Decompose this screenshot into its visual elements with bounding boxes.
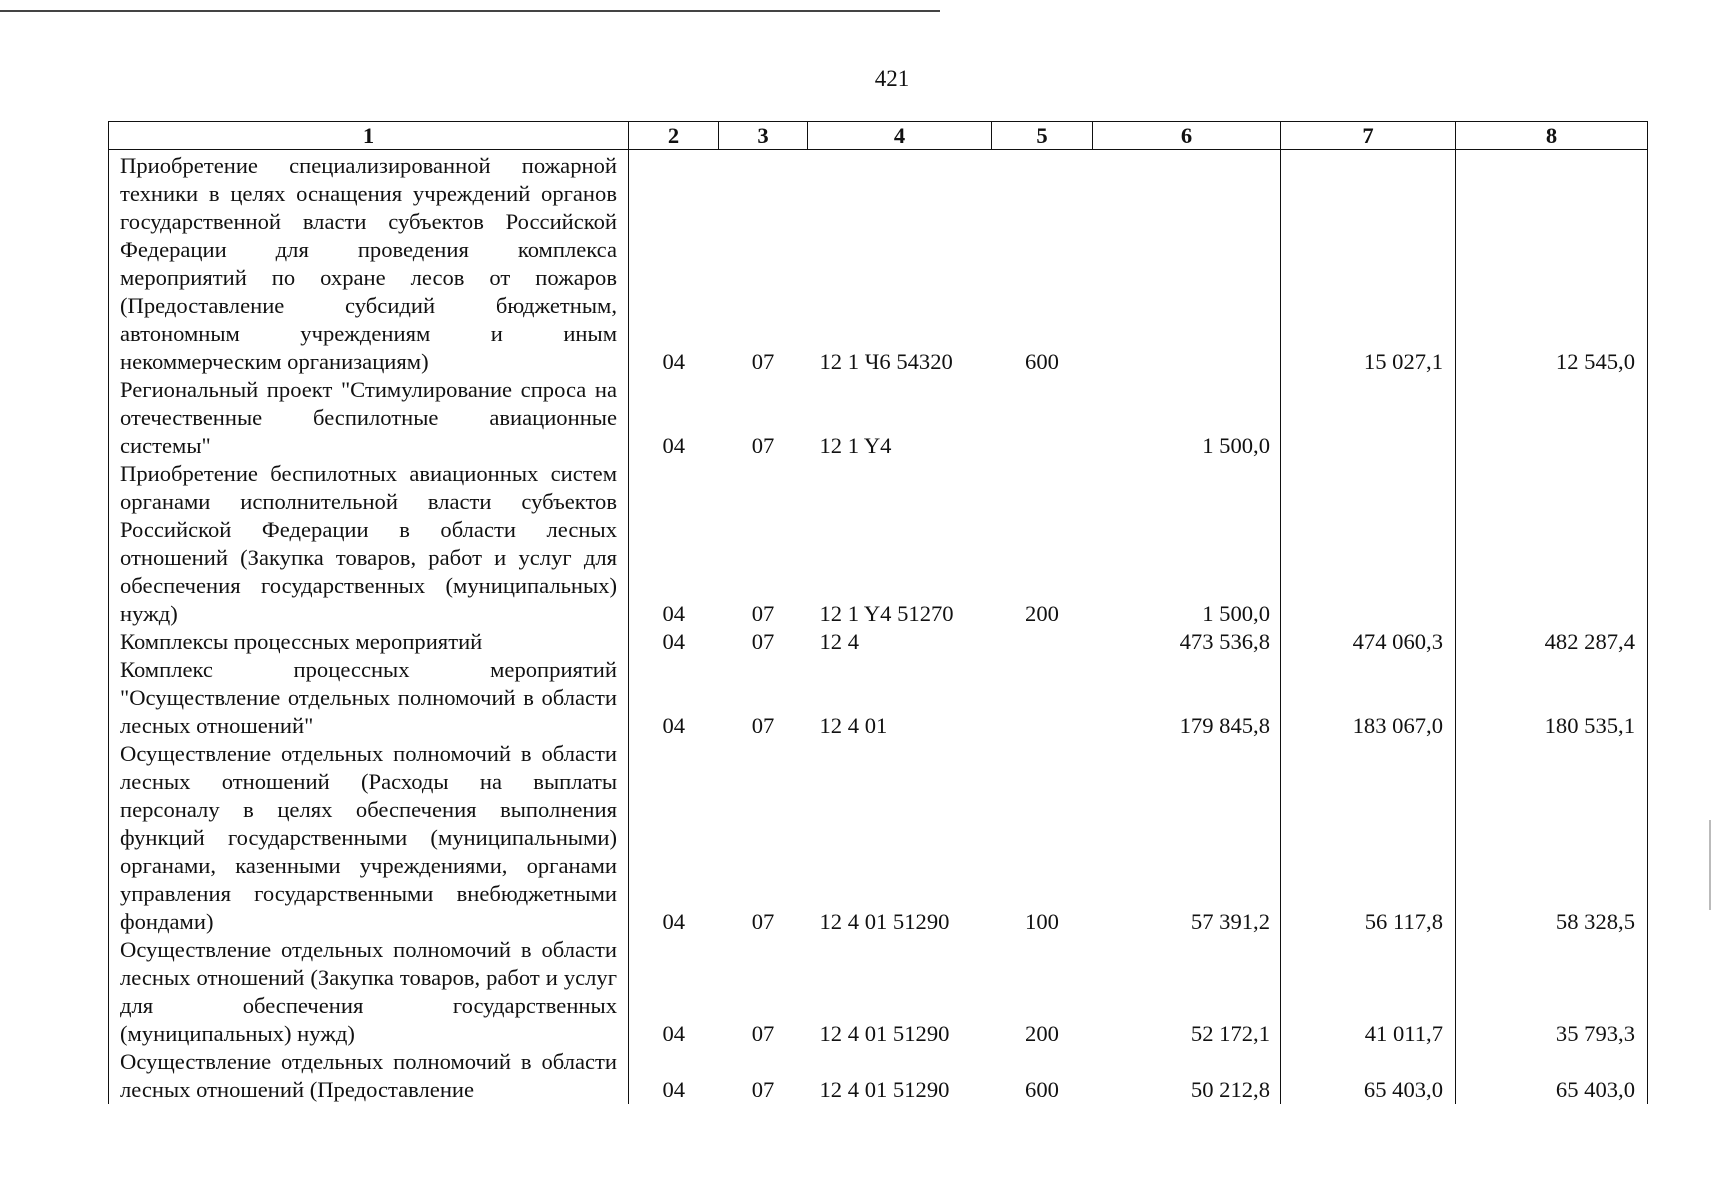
top-rule xyxy=(0,10,940,12)
table-row xyxy=(109,1048,1648,1104)
row-value-6: 57 391,2 xyxy=(1190,909,1270,934)
row-expense-type xyxy=(992,376,1093,460)
row-section: 04 xyxy=(662,601,686,626)
budget-table xyxy=(108,121,1648,1104)
row-value-7: 15 027,1 xyxy=(1281,150,1456,377)
col-header-2: 2 xyxy=(629,122,719,150)
row-value-8 xyxy=(1456,376,1648,460)
row-expense-type: 200 xyxy=(1025,601,1059,626)
table-row xyxy=(109,376,1648,460)
row-value-8: 180 535,1 xyxy=(1456,656,1648,740)
col-header-6: 6 xyxy=(1093,122,1281,150)
row-value-8: 12 545,0 xyxy=(1456,150,1648,377)
row-expense-type: 600 xyxy=(1025,349,1059,374)
row-value-6: 1 500,0 xyxy=(1202,433,1270,458)
table-row xyxy=(109,656,1648,740)
table-row xyxy=(109,460,1648,628)
row-target-code: 12 4 xyxy=(819,629,860,654)
col-header-4: 4 xyxy=(808,122,992,150)
row-name: Комплексы процессных мероприятий xyxy=(109,628,629,656)
row-subsection: 07 xyxy=(751,629,775,654)
header-row xyxy=(109,122,1648,150)
row-target-code: 12 4 01 xyxy=(819,713,888,738)
row-value-7: 56 117,8 xyxy=(1281,740,1456,936)
row-value-6: 473 536,8 xyxy=(1179,629,1270,654)
scan-edge-mark xyxy=(1709,820,1711,910)
row-subsection: 07 xyxy=(751,713,775,738)
row-name: Комплекс процессных мероприятий "Осуществление отдельных полномочий в области лесных отношений" xyxy=(109,656,629,740)
row-subsection: 07 xyxy=(751,909,775,934)
row-section: 04 xyxy=(662,909,686,934)
row-expense-type xyxy=(992,628,1093,656)
row-value-8: 35 793,3 xyxy=(1456,936,1648,1048)
row-value-6: 1 500,0 xyxy=(1202,601,1270,626)
row-name: Приобретение специализированной пожарной техники в целях оснащения учреждений органов государственной власти субъектов Российской Федерации для проведения комплекса мероприятий по охране лесов от пожаров (Предоставление субсидий бюджетным, автономным учреждениям и иным некоммерческим организациям) xyxy=(109,150,629,377)
row-value-6: 52 172,1 xyxy=(1190,1021,1270,1046)
row-name: Региональный проект "Стимулирование спроса на отечественные беспилотные авиационные системы" xyxy=(109,376,629,460)
row-section: 04 xyxy=(662,629,686,654)
col-header-3: 3 xyxy=(719,122,808,150)
row-name: Осуществление отдельных полномочий в области лесных отношений (Расходы на выплаты персоналу в целях обеспечения выполнения функций государственными (муниципальными) органами, казенными учреждениями, органами управления государственными внебюджетными фондами) xyxy=(109,740,629,936)
row-value-6 xyxy=(1093,150,1281,377)
row-name: Приобретение беспилотных авиационных систем органами исполнительной власти субъектов Российской Федерации в области лесных отношений (Закупка товаров, работ и услуг для обеспечения государственных (муниципальных) нужд) xyxy=(109,460,629,628)
col-header-5: 5 xyxy=(992,122,1093,150)
row-target-code: 12 4 01 51290 xyxy=(819,1077,950,1102)
row-name: Осуществление отдельных полномочий в области лесных отношений (Закупка товаров, работ и услуг для обеспечения государственных (муниципальных) нужд) xyxy=(109,936,629,1048)
row-subsection: 07 xyxy=(751,1077,775,1102)
table-row xyxy=(109,150,1648,377)
row-section: 04 xyxy=(662,1021,686,1046)
row-value-8: 482 287,4 xyxy=(1456,628,1648,656)
col-header-1: 1 xyxy=(109,122,629,150)
col-header-7: 7 xyxy=(1281,122,1456,150)
row-value-7 xyxy=(1281,460,1456,628)
row-subsection: 07 xyxy=(751,349,775,374)
row-value-7: 474 060,3 xyxy=(1281,628,1456,656)
row-value-6: 179 845,8 xyxy=(1179,713,1270,738)
row-target-code: 12 1 Y4 xyxy=(819,433,892,458)
row-expense-type: 100 xyxy=(1025,909,1059,934)
row-section: 04 xyxy=(662,1077,686,1102)
row-subsection: 07 xyxy=(751,1021,775,1046)
row-target-code: 12 4 01 51290 xyxy=(819,1021,950,1046)
row-name: Осуществление отдельных полномочий в области лесных отношений (Предоставление xyxy=(109,1048,629,1104)
row-value-8: 65 403,0 xyxy=(1456,1048,1648,1104)
row-expense-type xyxy=(992,656,1093,740)
row-section: 04 xyxy=(662,349,686,374)
row-value-7: 41 011,7 xyxy=(1281,936,1456,1048)
row-subsection: 07 xyxy=(751,433,775,458)
row-expense-type: 200 xyxy=(1025,1021,1059,1046)
row-target-code: 12 1 Y4 51270 xyxy=(819,601,954,626)
row-section: 04 xyxy=(662,433,686,458)
row-value-7: 183 067,0 xyxy=(1281,656,1456,740)
page-number: 421 xyxy=(874,66,910,91)
table-row xyxy=(109,628,1648,656)
row-value-8: 58 328,5 xyxy=(1456,740,1648,936)
row-value-8 xyxy=(1456,460,1648,628)
table-row xyxy=(109,740,1648,936)
row-expense-type: 600 xyxy=(1025,1077,1059,1102)
row-section: 04 xyxy=(662,713,686,738)
table-row xyxy=(109,936,1648,1048)
row-value-7: 65 403,0 xyxy=(1281,1048,1456,1104)
col-header-8: 8 xyxy=(1456,122,1648,150)
row-target-code: 12 4 01 51290 xyxy=(819,909,950,934)
row-value-6: 50 212,8 xyxy=(1190,1077,1270,1102)
row-subsection: 07 xyxy=(751,601,775,626)
row-value-7 xyxy=(1281,376,1456,460)
row-target-code: 12 1 Ч6 54320 xyxy=(819,349,953,374)
